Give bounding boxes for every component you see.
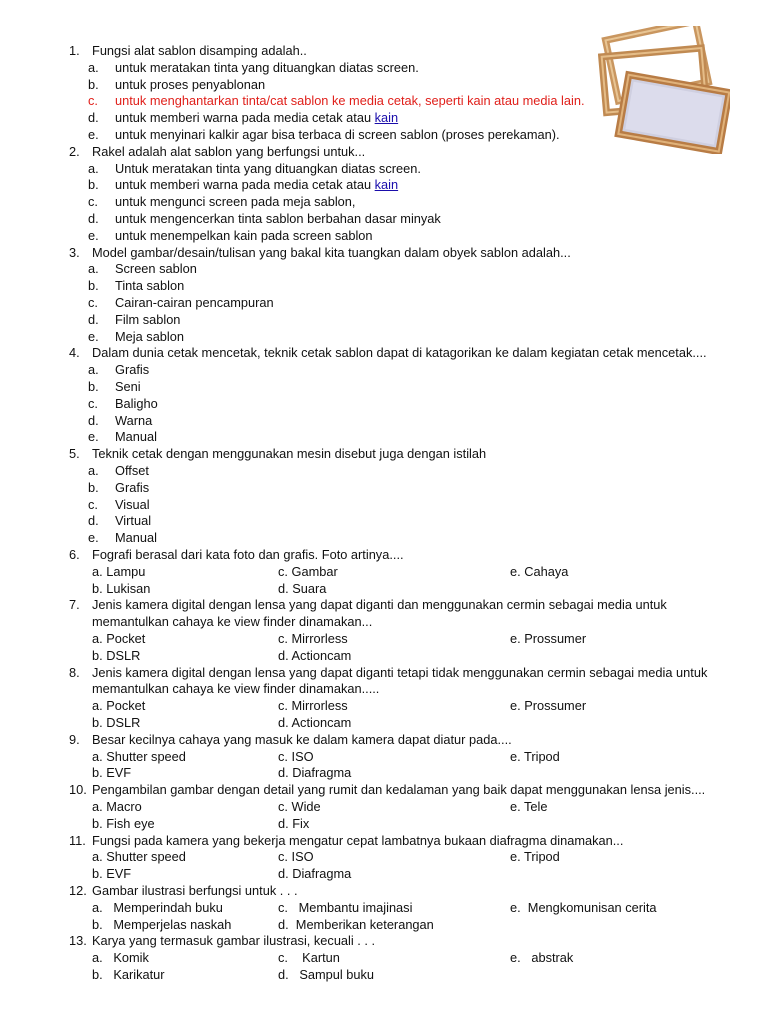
- option-letter: b.: [88, 379, 99, 394]
- question-number: 4.: [69, 345, 80, 361]
- option-cell: c. Membantu imajinasi: [278, 899, 413, 915]
- option-cell: b. DSLR: [92, 647, 141, 663]
- option-text: untuk proses penyablonan: [115, 76, 266, 92]
- option-text: untuk meratakan tinta yang dituangkan diatas screen.: [115, 59, 419, 75]
- option-cell: e. abstrak: [510, 950, 574, 966]
- option-cell: a. Lampu: [92, 563, 146, 579]
- option-letter: a.: [88, 463, 99, 478]
- option-text: untuk menghantarkan tinta/cat sablon ke media cetak, seperti kain atau media lain.: [115, 93, 585, 109]
- option-letter: c.: [88, 496, 98, 512]
- option-text: Seni: [115, 379, 141, 394]
- option-letter: b.: [88, 479, 99, 495]
- option-cell: c. ISO: [278, 748, 314, 764]
- question-number: 9.: [69, 731, 80, 747]
- option-text: untuk mengencerkan tinta sablon berbahan dasar minyak: [115, 211, 441, 226]
- question-text: Teknik cetak dengan menggunakan mesin disebut juga dengan istilah: [92, 446, 487, 462]
- option-cell: b. Lukisan: [92, 580, 151, 596]
- option-cell: a. Memperindah buku: [92, 899, 223, 915]
- option-cell: d. Actioncam: [278, 715, 352, 730]
- option-cell: d. Actioncam: [278, 647, 352, 663]
- option-cell: d. Diafragma: [278, 765, 352, 781]
- question-number: 11.: [69, 832, 86, 848]
- question-number: 10.: [69, 782, 87, 798]
- option-cell: e. Prossumer: [510, 631, 587, 646]
- option-cell: b. Fish eye: [92, 815, 155, 831]
- option-text: untuk menempelkan kain pada screen sablon: [115, 227, 373, 243]
- option-text: untuk memberi warna pada media cetak atau kain: [115, 110, 399, 126]
- option-text: Warna: [115, 412, 153, 428]
- question-number: 2.: [69, 143, 80, 159]
- option-letter: e.: [88, 127, 99, 142]
- question-text: Pengambilan gambar dengan detail yang rumit dan kedalaman yang baik dapat menggunakan lensa jenis....: [92, 782, 706, 798]
- option-letter: d.: [88, 311, 99, 327]
- option-cell: a. Pocket: [92, 631, 146, 646]
- option-text: Untuk meratakan tinta yang dituangkan diatas screen.: [115, 160, 421, 176]
- question-number: 13.: [69, 933, 87, 949]
- option-cell: b. EVF: [92, 765, 132, 781]
- option-cell: e. Mengkomunisan cerita: [510, 899, 657, 915]
- question-text: Gambar ilustrasi berfungsi untuk . . .: [92, 883, 298, 898]
- option-letter: c.: [88, 194, 98, 210]
- option-cell: b. EVF: [92, 866, 132, 882]
- question-number: 6.: [69, 547, 80, 562]
- option-text: Tinta sablon: [115, 278, 185, 294]
- option-cell: e. Cahaya: [510, 563, 569, 579]
- question-number: 1.: [69, 43, 80, 58]
- option-text: Manual: [115, 429, 157, 445]
- option-cell: e. Tripod: [510, 849, 560, 865]
- option-cell: d. Fix: [278, 815, 310, 831]
- question-text: Fungsi alat sablon disamping adalah..: [92, 43, 307, 58]
- option-cell: c. ISO: [278, 849, 314, 865]
- option-letter: a.: [88, 362, 99, 378]
- option-letter: c.: [88, 93, 98, 109]
- question-text-continued: memantulkan cahaya ke view finder dinamakan.....: [92, 681, 380, 697]
- option-text: Grafis: [115, 479, 150, 495]
- question-text: Besar kecilnya cahaya yang masuk ke dalam kamera dapat diatur pada....: [92, 731, 512, 747]
- option-letter: a.: [88, 261, 99, 277]
- question-number: 8.: [69, 664, 80, 680]
- option-letter: b.: [88, 177, 99, 193]
- question-text: Rakel adalah alat sablon yang berfungsi untuk...: [92, 143, 366, 159]
- question-text: Fografi berasal dari kata foto dan grafis. Foto artinya....: [92, 547, 404, 562]
- option-cell: e. Tripod: [510, 748, 560, 764]
- option-letter: c.: [88, 395, 98, 411]
- option-letter: a.: [88, 160, 99, 176]
- option-letter: c.: [88, 295, 98, 310]
- option-text: Offset: [115, 463, 149, 478]
- option-text: Manual: [115, 530, 157, 546]
- question-number: 7.: [69, 597, 80, 613]
- option-letter: e.: [88, 227, 99, 243]
- option-cell: b. Memperjelas naskah: [92, 916, 232, 932]
- option-cell: a. Macro: [92, 799, 142, 814]
- option-letter: d.: [88, 211, 99, 226]
- option-text: Screen sablon: [115, 261, 197, 277]
- option-cell: b. Karikatur: [92, 967, 165, 982]
- kain-link[interactable]: kain: [374, 110, 399, 126]
- question-text-continued: memantulkan cahaya ke view finder dinamakan...: [92, 614, 373, 630]
- option-letter: b.: [88, 76, 99, 92]
- question-text: Model gambar/desain/tulisan yang bakal kita tuangkan dalam obyek sablon adalah...: [92, 244, 571, 260]
- option-cell: a. Pocket: [92, 698, 146, 714]
- option-text: untuk mengunci screen pada meja sablon,: [115, 194, 356, 210]
- option-cell: c. Wide: [278, 799, 321, 814]
- option-cell: d. Diafragma: [278, 866, 352, 882]
- option-text: Visual: [115, 496, 150, 512]
- question-text: Dalam dunia cetak mencetak, teknik cetak sablon dapat di katagorikan ke dalam kegiatan cetak mencetak....: [92, 345, 707, 361]
- option-letter: e.: [88, 328, 99, 344]
- option-cell: e. Prossumer: [510, 698, 587, 714]
- option-cell: d. Sampul buku: [278, 967, 375, 982]
- option-text: Virtual: [115, 513, 152, 529]
- option-letter: e.: [88, 429, 99, 445]
- option-cell: c. Gambar: [278, 563, 338, 579]
- question-number: 5.: [69, 446, 80, 462]
- option-text: untuk menyinari kalkir agar bisa terbaca di screen sablon (proses perekaman).: [115, 127, 560, 142]
- option-cell: a. Shutter speed: [92, 748, 186, 764]
- option-text: Grafis: [115, 362, 150, 378]
- option-letter: a.: [88, 59, 99, 75]
- question-text: Fungsi pada kamera yang bekerja mengatur cepat lambatnya bukaan diafragma dinamakan...: [92, 832, 624, 848]
- option-letter: d.: [88, 513, 99, 529]
- question-text: Jenis kamera digital dengan lensa yang dapat diganti tetapi tidak menggunakan cermin sebagai media untuk: [92, 664, 708, 680]
- option-cell: b. DSLR: [92, 715, 141, 730]
- question-number: 3.: [69, 244, 80, 260]
- option-cell: c. Mirrorless: [278, 698, 348, 714]
- option-letter: d.: [88, 110, 99, 126]
- option-cell: c. Kartun: [278, 950, 340, 966]
- option-cell: a. Shutter speed: [92, 849, 186, 865]
- option-cell: e. Tele: [510, 799, 548, 814]
- option-text: Baligho: [115, 395, 158, 411]
- option-cell: d. Memberikan keterangan: [278, 916, 434, 932]
- question-number: 12.: [69, 883, 87, 898]
- option-letter: e.: [88, 530, 99, 546]
- question-text: Karya yang termasuk gambar ilustrasi, kecuali . . .: [92, 933, 376, 949]
- question-text: Jenis kamera digital dengan lensa yang dapat diganti dan menggunakan cermin sebagai media untuk: [92, 597, 667, 613]
- option-letter: b.: [88, 278, 99, 294]
- screen-frames-illustration: [598, 26, 730, 154]
- option-cell: c. Mirrorless: [278, 631, 348, 646]
- option-text: Film sablon: [115, 311, 181, 327]
- option-cell: d. Suara: [278, 580, 327, 596]
- option-letter: d.: [88, 412, 99, 428]
- option-text: untuk memberi warna pada media cetak atau kain: [115, 177, 399, 193]
- option-text: Cairan-cairan pencampuran: [115, 295, 274, 310]
- option-cell: a. Komik: [92, 950, 149, 966]
- kain-link[interactable]: kain: [374, 177, 399, 193]
- option-text: Meja sablon: [115, 328, 185, 344]
